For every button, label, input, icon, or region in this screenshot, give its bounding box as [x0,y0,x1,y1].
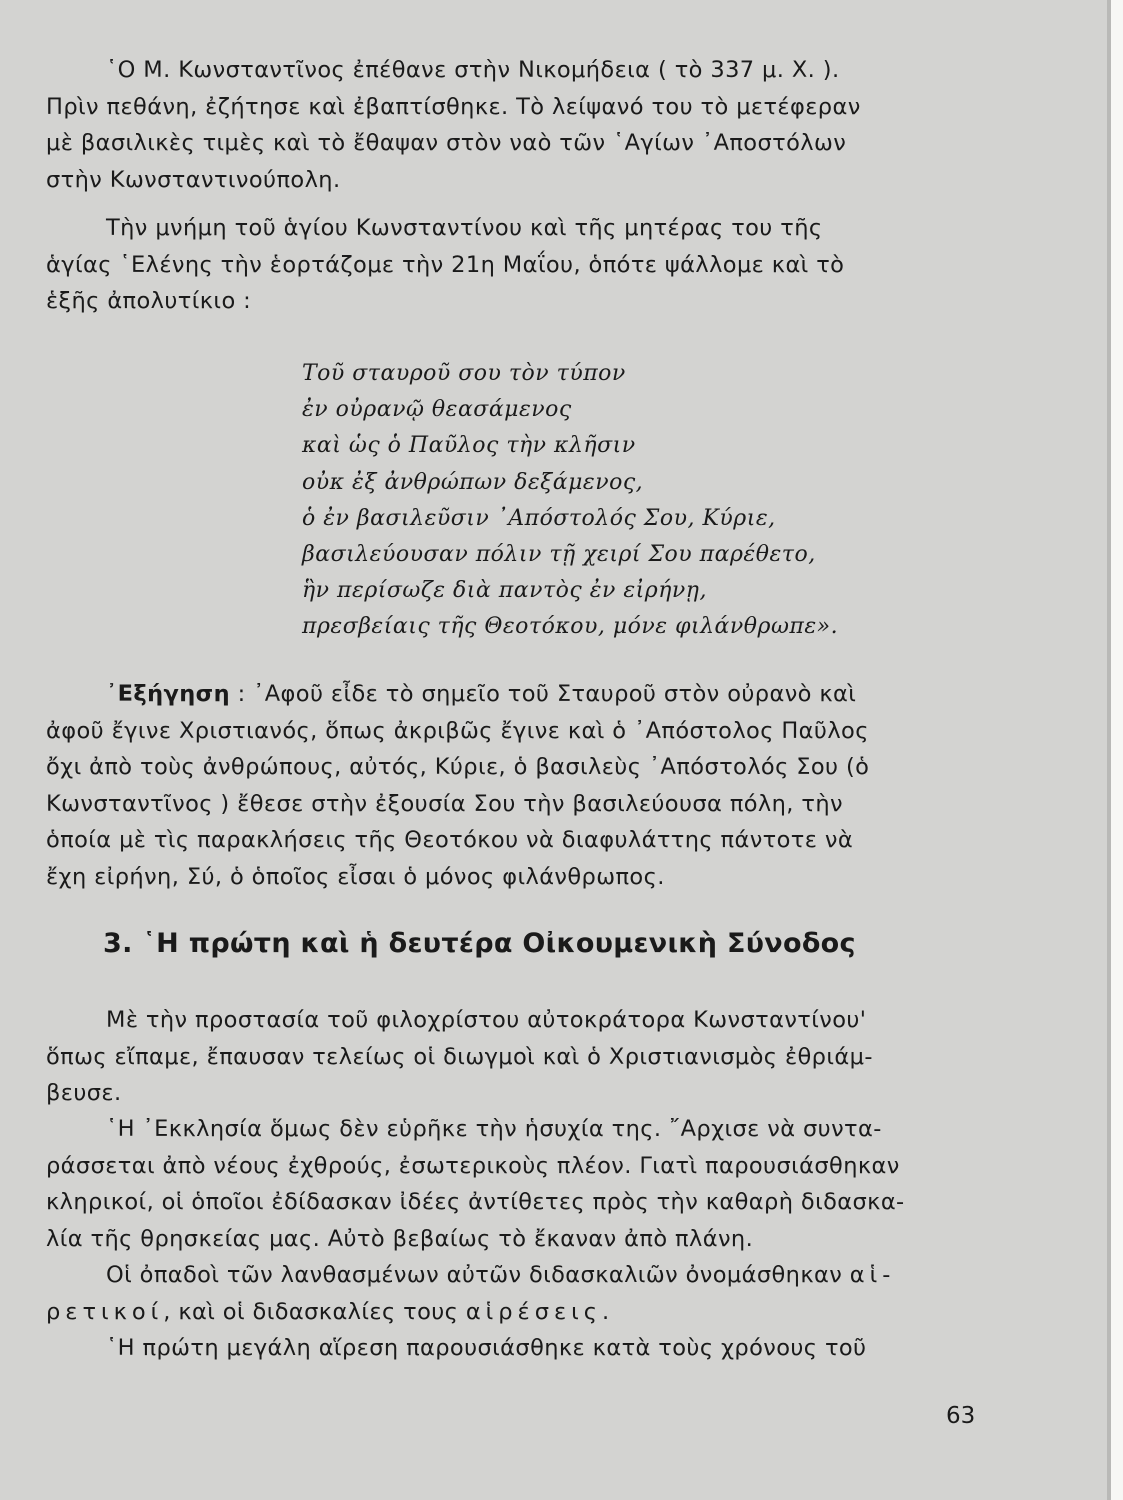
followers-paragraph [46,1257,895,1330]
text-line [46,1257,895,1294]
followers-text: , καὶ οἱ διδασκαλίες τους [163,1298,466,1325]
hymn-line: βασιλεύουσαν πόλιν τῇ χειρί Σου παρέθετο, [302,541,816,567]
text-line: ῾Η ᾿Εκκλησία ὅμως δὲν εὑρῆκε τὴν ἡσυχία της. ῎Αρχισε νὰ συντα- [106,1116,882,1142]
text-line: Μὲ τὴν προστασία τοῦ φιλοχρίστου αὐτοκράτορα Κωνσταντίνου' [106,1007,867,1033]
text-line: λία τῆς θρησκείας μας. Αὐτὸ βεβαίως τὸ ἔκαναν ἀπὸ πλάνη. [46,1225,754,1252]
text-line: ἔχη εἰρήνη, Σύ, ὁ ὁποῖος εἶσαι ὁ μόνος φιλάνθρωπος. [46,863,665,890]
text-line: ράσσεται ἀπὸ νέους ἐχθρούς, ἐσωτερικοὺς πλέον. Γιατὶ παρουσιάσθηκαν [46,1152,900,1179]
term-heresies: αἱρέσεις [465,1298,602,1325]
text-line: ὄχι ἀπὸ τοὺς ἀνθρώπους, αὐτός, Κύριε, ὁ βασιλεὺς ᾿Απόστολός Σου (ὁ [46,754,870,780]
explanation-label: ᾿Εξήγηση [106,681,231,707]
hymn-line: πρεσβείαις τῆς Θεοτόκου, μόνε φιλάνθρωπε». [302,614,839,640]
church-paragraph [46,1111,905,1257]
text-line: ὅπως εἴπαμε, ἔπαυσαν τελείως οἱ διωγμοὶ καὶ ὁ Χριστιανισμὸς ἐθριάμ- [46,1043,873,1070]
hymn-line: Τοῦ σταυροῦ σου τὸν τύπον [302,361,626,386]
text-line: ἑξῆς ἀπολυτίκιο : [46,288,252,314]
intro-paragraph [46,52,861,198]
text-line: ῾Η πρώτη μεγάλη αἵρεση παρουσιάσθηκε κατὰ τοὺς χρόνους τοῦ [106,1335,867,1361]
hymn-line: οὐκ ἐξ ἀνθρώπων δεξάμενος, [302,469,644,495]
memory-paragraph [46,210,844,320]
text-line: στὴν Κωνσταντινούπολη. [46,166,341,193]
text-line: ἁγίας ῾Ελένης τὴν ἑορτάζομε τὴν 21η Μαΐου, ὁπότε ψάλλομε καὶ τὸ [46,251,845,278]
text-line: κληρικοί, οἱ ὁποῖοι ἐδίδασκαν ἰδέες ἀντίθετες πρὸς τὴν καθαρὴ διδασκα- [46,1189,905,1215]
text-line: μὲ βασιλικὲς τιμὲς καὶ τὸ ἔθαψαν στὸν ναὸ τῶν ῾Αγίων ᾿Αποστόλων [46,130,847,156]
hymn-line: ἣν περίσωζε διὰ παντὸς ἐν εἰρήνῃ, [302,578,707,604]
text-line [46,1294,895,1331]
explanation-paragraph [46,676,869,895]
text-line: ὁποία μὲ τὶς παρακλήσεις τῆς Θεοτόκου νὰ διαφυλάττης πάντοτε νὰ [46,827,854,853]
text-line: βευσε. [46,1080,122,1106]
followers-text-end: . [601,1298,610,1325]
section-heading: 3. ῾Η πρώτη καὶ ἡ δευτέρα Οἰκουμενικὴ Σύνοδος [103,928,856,959]
text-line: ῾Ο Μ. Κωνσταντῖνος ἐπέθανε στὴν Νικομήδεια ( τὸ 337 μ. Χ. ). [106,57,840,83]
hymn-line: ὁ ἐν βασιλεῦσιν ᾿Απόστολός Σου, Κύριε, [302,505,776,531]
term-heretics-end: ρετικοί [46,1298,164,1325]
page-edge [1111,0,1123,1500]
followers-text: Οἱ ὀπαδοὶ τῶν λανθασμένων αὐτῶν διδασκαλιῶν ὀνομάσθηκαν [106,1262,843,1288]
explanation-first-line: : ᾿Αφοῦ εἶδε τὸ σημεῖο τοῦ Σταυροῦ στὸν οὐρανὸ καὶ [230,681,857,707]
text-line: Πρὶν πεθάνη, ἐζήτησε καὶ ἐβαπτίσθηκε. Τὸ λείψανό του τὸ μετέφεραν [46,93,861,120]
text-line [46,676,869,713]
hymn-line: ἐν οὐρανῷ θεασάμενος [302,397,572,423]
protection-paragraph [46,1002,873,1112]
hymn-line: καὶ ὡς ὁ Παῦλος τὴν κλῆσιν [302,433,636,459]
text-line: Τὴν μνήμη τοῦ ἁγίου Κωνσταντίνου καὶ τῆς μητέρας του τῆς [106,215,823,241]
term-heretics-start: αἱ- [849,1262,896,1288]
page-number: 63 [946,1403,976,1429]
text-line: ἀφοῦ ἔγινε Χριστιανός, ὅπως ἀκριβῶς ἔγινε καὶ ὁ ᾿Απόστολος Παῦλος [46,717,869,744]
text-line: Κωνσταντῖνος ) ἔθεσε στὴν ἐξουσία Σου τὴν βασιλεύουσα πόλη, τὴν [46,790,843,817]
hymn-verses [302,356,838,646]
heresy-paragraph [46,1330,866,1367]
